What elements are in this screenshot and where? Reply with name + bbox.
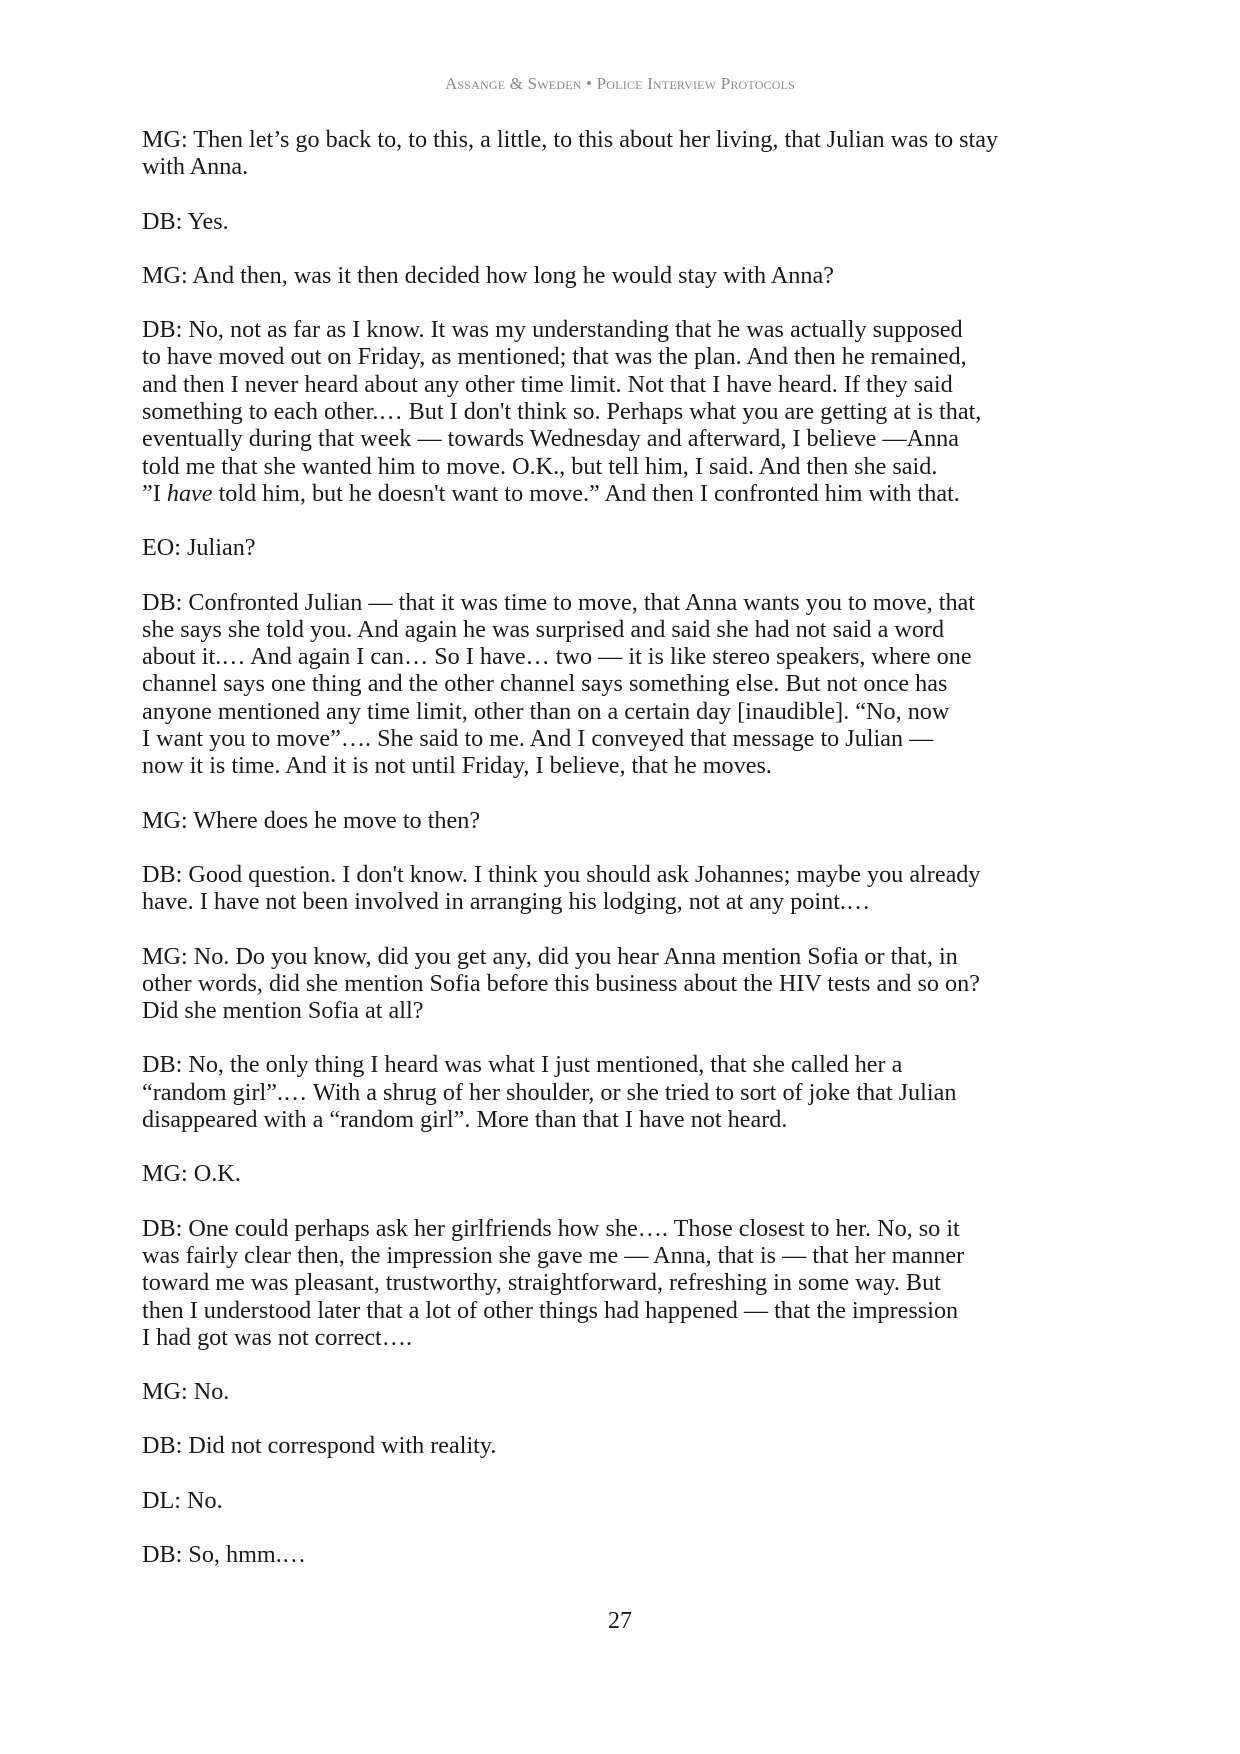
document-body xyxy=(142,126,1114,1595)
transcript-paragraph xyxy=(142,807,1114,834)
running-header: Assange & Sweden • Police Interview Protocols xyxy=(444,74,796,93)
paragraph-line: with Anna. xyxy=(142,153,249,181)
transcript-paragraph xyxy=(142,208,1114,235)
transcript-paragraph xyxy=(142,589,1114,780)
paragraph-line: Did she mention Sofia at all? xyxy=(142,997,424,1025)
paragraph-line: disappeared with a “random girl”. More than that I have not heard. xyxy=(142,1106,788,1134)
transcript-paragraph xyxy=(142,534,1114,561)
transcript-paragraph xyxy=(142,1051,1114,1133)
paragraph-line: MG: And then, was it then decided how long he would stay with Anna? xyxy=(142,261,834,289)
paragraph-line: other words, did she mention Sofia before this business about the HIV tests and so on? xyxy=(142,969,980,997)
paragraph-line: then I understood later that a lot of other things had happened — that the impression xyxy=(142,1296,959,1324)
paragraph-line: I had got was not correct…. xyxy=(142,1323,413,1351)
paragraph-line: something to each other.… But I don't think so. Perhaps what you are getting at is that, xyxy=(142,398,982,426)
paragraph-line: DB: No, the only thing I heard was what I just mentioned, that she called her a xyxy=(142,1051,903,1079)
paragraph-line: channel says one thing and the other channel says something else. But not once has xyxy=(142,670,948,698)
transcript-paragraph xyxy=(142,1541,1114,1568)
paragraph-line: told me that she wanted him to move. O.K., but tell him, I said. And then she said. xyxy=(142,452,938,480)
paragraph-line: I want you to move”…. She said to me. And I conveyed that message to Julian — xyxy=(142,725,934,753)
transcript-paragraph xyxy=(142,1160,1114,1187)
paragraph-line: she says she told you. And again he was surprised and said she had not said a word xyxy=(142,615,945,643)
transcript-paragraph xyxy=(142,1378,1114,1405)
paragraph-line: DB: Confronted Julian — that it was time to move, that Anna wants you to move, that xyxy=(142,588,976,616)
paragraph-line: have. I have not been involved in arranging his lodging, not at any point.… xyxy=(142,888,871,916)
transcript-paragraph xyxy=(142,1215,1114,1351)
paragraph-line: EO: Julian? xyxy=(142,534,256,562)
emphasized-text: have xyxy=(166,479,213,507)
paragraph-line: DB: Good question. I don't know. I think you should ask Johannes; maybe you already xyxy=(142,860,981,888)
paragraph-line: DB: Did not correspond with reality. xyxy=(142,1432,497,1460)
paragraph-line: was fairly clear then, the impression she gave me — Anna, that is — that her manner xyxy=(142,1241,965,1269)
paragraph-line: MG: Then let’s go back to, to this, a little, to this about her living, that Julian was to stay xyxy=(142,126,999,153)
paragraph-line: ”I have told him, but he doesn't want to move.” And then I confronted him with that. xyxy=(142,479,960,507)
paragraph-line: MG: No. xyxy=(142,1378,230,1406)
paragraph-line: anyone mentioned any time limit, other than on a certain day [inaudible]. “No, now xyxy=(142,697,950,725)
paragraph-line: DB: So, hmm.… xyxy=(142,1540,306,1568)
paragraph-line: MG: Where does he move to then? xyxy=(142,806,481,834)
paragraph-line: “random girl”.… With a shrug of her shoulder, or she tried to sort of joke that Julian xyxy=(142,1078,957,1106)
transcript-paragraph xyxy=(142,262,1114,289)
page-number: 27 xyxy=(608,1608,632,1634)
paragraph-line: toward me was pleasant, trustworthy, straightforward, refreshing in some way. But xyxy=(142,1269,941,1297)
paragraph-line: MG: No. Do you know, did you get any, did you hear Anna mention Sofia or that, in xyxy=(142,942,958,970)
paragraph-line: DB: One could perhaps ask her girlfriends how she…. Those closest to her. No, so it xyxy=(142,1214,960,1242)
transcript-paragraph xyxy=(142,126,1114,181)
transcript-paragraph xyxy=(142,1432,1114,1459)
paragraph-line: and then I never heard about any other time limit. Not that I have heard. If they said xyxy=(142,370,953,398)
paragraph-line: to have moved out on Friday, as mentioned; that was the plan. And then he remained, xyxy=(142,343,967,371)
paragraph-line: now it is time. And it is not until Friday, I believe, that he moves. xyxy=(142,752,772,780)
paragraph-line: MG: O.K. xyxy=(142,1160,241,1188)
paragraph-line: DL: No. xyxy=(142,1486,223,1514)
transcript-paragraph xyxy=(142,316,1114,507)
paragraph-line: about it.… And again I can… So I have… two — it is like stereo speakers, where one xyxy=(142,643,972,671)
transcript-paragraph xyxy=(142,943,1114,1025)
transcript-paragraph xyxy=(142,1487,1114,1514)
paragraph-line: eventually during that week — towards Wednesday and afterward, I believe —Anna xyxy=(142,425,960,453)
paragraph-line: DB: No, not as far as I know. It was my understanding that he was actually supposed xyxy=(142,316,963,344)
transcript-paragraph xyxy=(142,861,1114,916)
paragraph-line: DB: Yes. xyxy=(142,207,229,235)
